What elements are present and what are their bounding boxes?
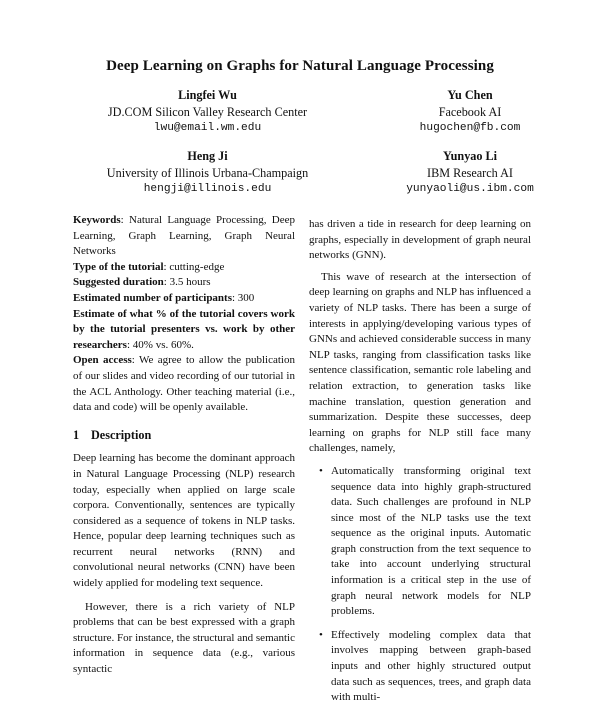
- author-email: yunyaoli@us.ibm.com: [406, 183, 534, 195]
- section-number: 1: [73, 427, 80, 442]
- duration-line: [73, 275, 295, 291]
- duration-label: Suggested duration: [73, 276, 164, 289]
- list-item: [309, 464, 531, 620]
- body-paragraph: has driven a tide in research for deep learning on graphs, especially in development of graph neural networks (GNN).: [309, 218, 531, 262]
- bullet-icon: •: [319, 464, 323, 477]
- author-affiliation: Facebook AI: [438, 104, 502, 119]
- body-paragraph: This wave of research at the intersection of deep learning on graphs and NLP has influenced a variety of NLP tasks. There has been a surge of interests in applying/developing various types of GNNs and achieved considerable success in many NLP tasks, ranging from classification tasks like sentence classification, semantic role labeling and relation extraction, to generation tasks like machine translation, question generation and summarization. Despite these successes, deep learning on graphs for NLP still face many challenges, namely,: [309, 270, 531, 455]
- keywords-label: Keywords: [73, 214, 121, 226]
- section-heading: [73, 428, 295, 444]
- challenge-list: [309, 464, 531, 706]
- author-block-3: [80, 148, 335, 198]
- open-access-text: : We agree to allow the publication of our slides and video recording of our tutorial in the ACL Anthology. Other teaching material (i.e., data and code) will be openly available.: [73, 354, 295, 414]
- participants-text: : 300: [232, 291, 255, 304]
- paragraph-gap: [73, 592, 295, 600]
- author-email: hugochen@fb.com: [419, 122, 521, 134]
- body-paragraph: However, there is a rich variety of NLP problems that can be best expressed with a graph structure. For instance, the structural and semantic information in sequence data (e.g., various syntactic: [73, 600, 295, 676]
- author-email: hengji@illinois.edu: [143, 183, 272, 195]
- coverage-line: [73, 307, 295, 354]
- author-name: Yu Chen: [447, 88, 493, 102]
- paper-title: Deep Learning on Graphs for Natural Language Processing: [106, 58, 494, 74]
- right-column: [309, 217, 531, 714]
- participants-label: Estimated number of participants: [73, 291, 232, 304]
- list-item-text: Automatically transforming original text sequence data into highly graph-structured data. Such challenges are profound in NLP since most of the NLP tasks use the text sequence as the original inputs. Automatic graph construction from the text sequence to take into account underlying structural information is a critical step in the use of graph neural network models for NLP problems.: [331, 464, 531, 618]
- author-block-4: [340, 148, 600, 198]
- left-column: [73, 213, 295, 678]
- coverage-text: : 40% vs. 60%.: [126, 338, 194, 351]
- list-item: [309, 628, 531, 706]
- keywords-text: : Natural Language Processing, Deep Learning, Graph Learning, Graph Neural Networks: [73, 214, 295, 258]
- author-block-2: [340, 87, 600, 137]
- author-block-1: [80, 87, 335, 137]
- author-affiliation: JD.COM Silicon Valley Research Center: [107, 104, 308, 119]
- author-name: Lingfei Wu: [178, 88, 237, 102]
- author-name: Yunyao Li: [442, 149, 498, 163]
- coverage-label: Estimate of what % of the tutorial covers work by the tutorial presenters vs. work by other researchers: [73, 307, 295, 351]
- open-access-line: [73, 353, 295, 415]
- bullet-icon: •: [319, 628, 323, 641]
- tutorial-type-label: Type of the tutorial: [73, 260, 164, 273]
- tutorial-type-text: : cutting-edge: [163, 260, 225, 273]
- author-affiliation: IBM Research AI: [427, 165, 513, 180]
- author-name: Heng Ji: [187, 149, 228, 163]
- section-title: Description: [91, 427, 152, 442]
- author-affiliation: University of Illinois Urbana-Champaign: [106, 165, 309, 180]
- author-email: lwu@email.wm.edu: [153, 122, 262, 134]
- list-item-text: Effectively modeling complex data that involves mapping between graph-based inputs and other highly structured output data such as sequences, trees, and graph data with multi-: [331, 628, 531, 704]
- participants-line: [73, 291, 295, 307]
- tutorial-type-line: [73, 260, 295, 276]
- duration-text: : 3.5 hours: [163, 276, 211, 289]
- open-access-label: Open access: [73, 354, 132, 367]
- body-paragraph: Deep learning has become the dominant approach in Natural Language Processing (NLP) research today, especially when applied on large scale corpora. Conventionally, sentences are typically considered as a sequence of tokens in NLP tasks. Hence, popular deep learning techniques such as recurrent neural networks (RNN) and convolutional neural networks (CNN) have been widely applied for modeling text sequence.: [73, 452, 295, 590]
- keywords-line: [73, 213, 295, 260]
